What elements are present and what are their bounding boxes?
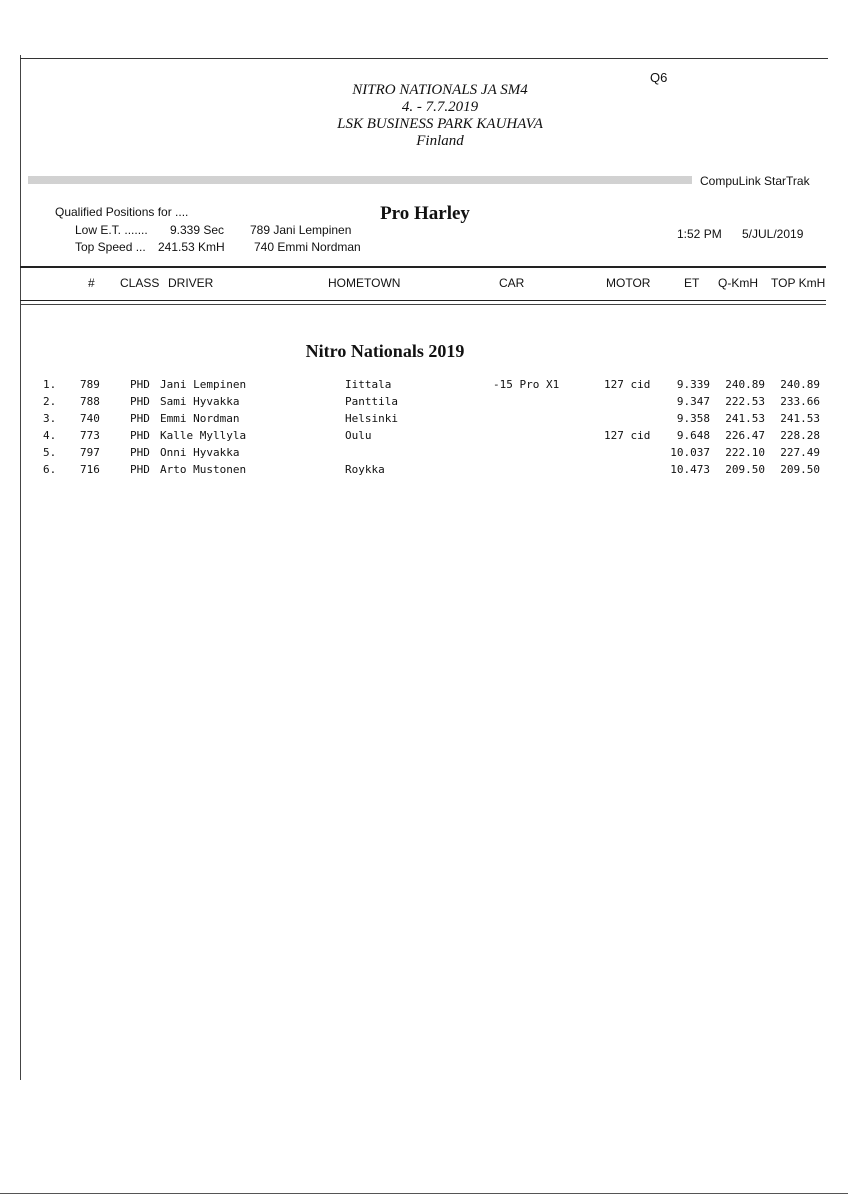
car-number: 789 [80, 378, 100, 391]
driver: Sami Hyvakka [160, 395, 240, 408]
driver: Jani Lempinen [160, 378, 247, 391]
event-venue: LSK BUSINESS PARK KAUHAVA [337, 116, 543, 132]
top-speed-label: Top Speed ... [75, 240, 146, 254]
position: 6. [43, 463, 57, 476]
driver: Emmi Nordman [160, 412, 240, 425]
class: PHD [130, 429, 150, 442]
q-kmh: 241.53 [725, 412, 765, 425]
qualified-title: Qualified Positions for .... [55, 205, 189, 219]
hometown: Oulu [345, 429, 372, 442]
col-header-motor: MOTOR [606, 276, 651, 290]
driver: Arto Mustonen [160, 463, 247, 476]
car-number: 797 [80, 446, 100, 459]
top-kmh: 209.50 [780, 463, 820, 476]
class-title: Pro Harley [380, 203, 470, 224]
et: 9.648 [676, 429, 710, 442]
top-kmh: 240.89 [780, 378, 820, 391]
table-row [0, 463, 848, 480]
table-row [0, 429, 848, 446]
hometown: Iittala [345, 378, 392, 391]
motor: 127 cid [604, 429, 651, 442]
class: PHD [130, 446, 150, 459]
class: PHD [130, 463, 150, 476]
col-header-driver: DRIVER [168, 276, 214, 290]
et: 10.037 [670, 446, 710, 459]
position: 4. [43, 429, 57, 442]
header-rule-bottom [20, 300, 826, 301]
top-kmh: 228.28 [780, 429, 820, 442]
event-header [300, 82, 580, 150]
bottom-border-line [0, 1193, 848, 1194]
car-number: 788 [80, 395, 100, 408]
et: 10.473 [670, 463, 710, 476]
table-row [0, 412, 848, 429]
car: -15 Pro X1 [493, 378, 560, 391]
col-header-hometown: HOMETOWN [328, 276, 401, 290]
header-rule-top [20, 266, 826, 268]
top-speed-value: 241.53 KmH [158, 240, 225, 254]
q-kmh: 226.47 [725, 429, 765, 442]
driver: Onni Hyvakka [160, 446, 240, 459]
low-et-label: Low E.T. ....... [75, 223, 148, 237]
col-header-num: # [88, 276, 95, 290]
col-header-topkmh: TOP KmH [771, 276, 826, 290]
class: PHD [130, 395, 150, 408]
print-time: 1:52 PM [677, 227, 722, 241]
event-dates: 4. - 7.7.2019 [401, 99, 479, 115]
position: 3. [43, 412, 57, 425]
low-et-car: 789 Jani Lempinen [250, 223, 352, 237]
col-header-class: CLASS [120, 276, 160, 290]
top-kmh: 241.53 [780, 412, 820, 425]
et: 9.347 [676, 395, 710, 408]
position: 5. [43, 446, 57, 459]
col-header-et: ET [684, 276, 700, 290]
top-border-line [20, 58, 828, 59]
driver: Kalle Myllyla [160, 429, 247, 442]
et: 9.358 [676, 412, 710, 425]
low-et-value: 9.339 Sec [170, 223, 225, 237]
car-number: 740 [80, 412, 100, 425]
dotted-separator [28, 176, 692, 184]
top-kmh: 233.66 [780, 395, 820, 408]
header-rule-bottom-2 [20, 304, 826, 305]
round-code: Q6 [650, 70, 668, 85]
table-row [0, 395, 848, 412]
motor: 127 cid [604, 378, 651, 391]
class: PHD [130, 378, 150, 391]
top-speed-car: 740 Emmi Nordman [254, 240, 361, 254]
class: PHD [130, 412, 150, 425]
table-row [0, 446, 848, 463]
car-number: 716 [80, 463, 100, 476]
hometown: Roykka [345, 463, 385, 476]
table-row [0, 378, 848, 395]
col-header-qkmh: Q-KmH [718, 276, 758, 290]
col-header-car: CAR [499, 276, 525, 290]
hometown: Helsinki [345, 412, 398, 425]
position: 1. [43, 378, 57, 391]
et: 9.339 [676, 378, 710, 391]
results-table [0, 378, 848, 480]
left-border-line [20, 55, 21, 1080]
print-date: 5/JUL/2019 [742, 227, 804, 241]
q-kmh: 209.50 [725, 463, 765, 476]
event-name: NITRO NATIONALS JA SM4 [352, 82, 528, 98]
hometown: Panttila [345, 395, 398, 408]
q-kmh: 222.53 [725, 395, 765, 408]
event-country: Finland [416, 133, 464, 149]
position: 2. [43, 395, 57, 408]
timing-system-brand: CompuLink StarTrak [700, 174, 810, 188]
car-number: 773 [80, 429, 100, 442]
top-kmh: 227.49 [780, 446, 820, 459]
q-kmh: 222.10 [725, 446, 765, 459]
results-subtitle: Nitro Nationals 2019 [305, 341, 465, 361]
q-kmh: 240.89 [725, 378, 765, 391]
